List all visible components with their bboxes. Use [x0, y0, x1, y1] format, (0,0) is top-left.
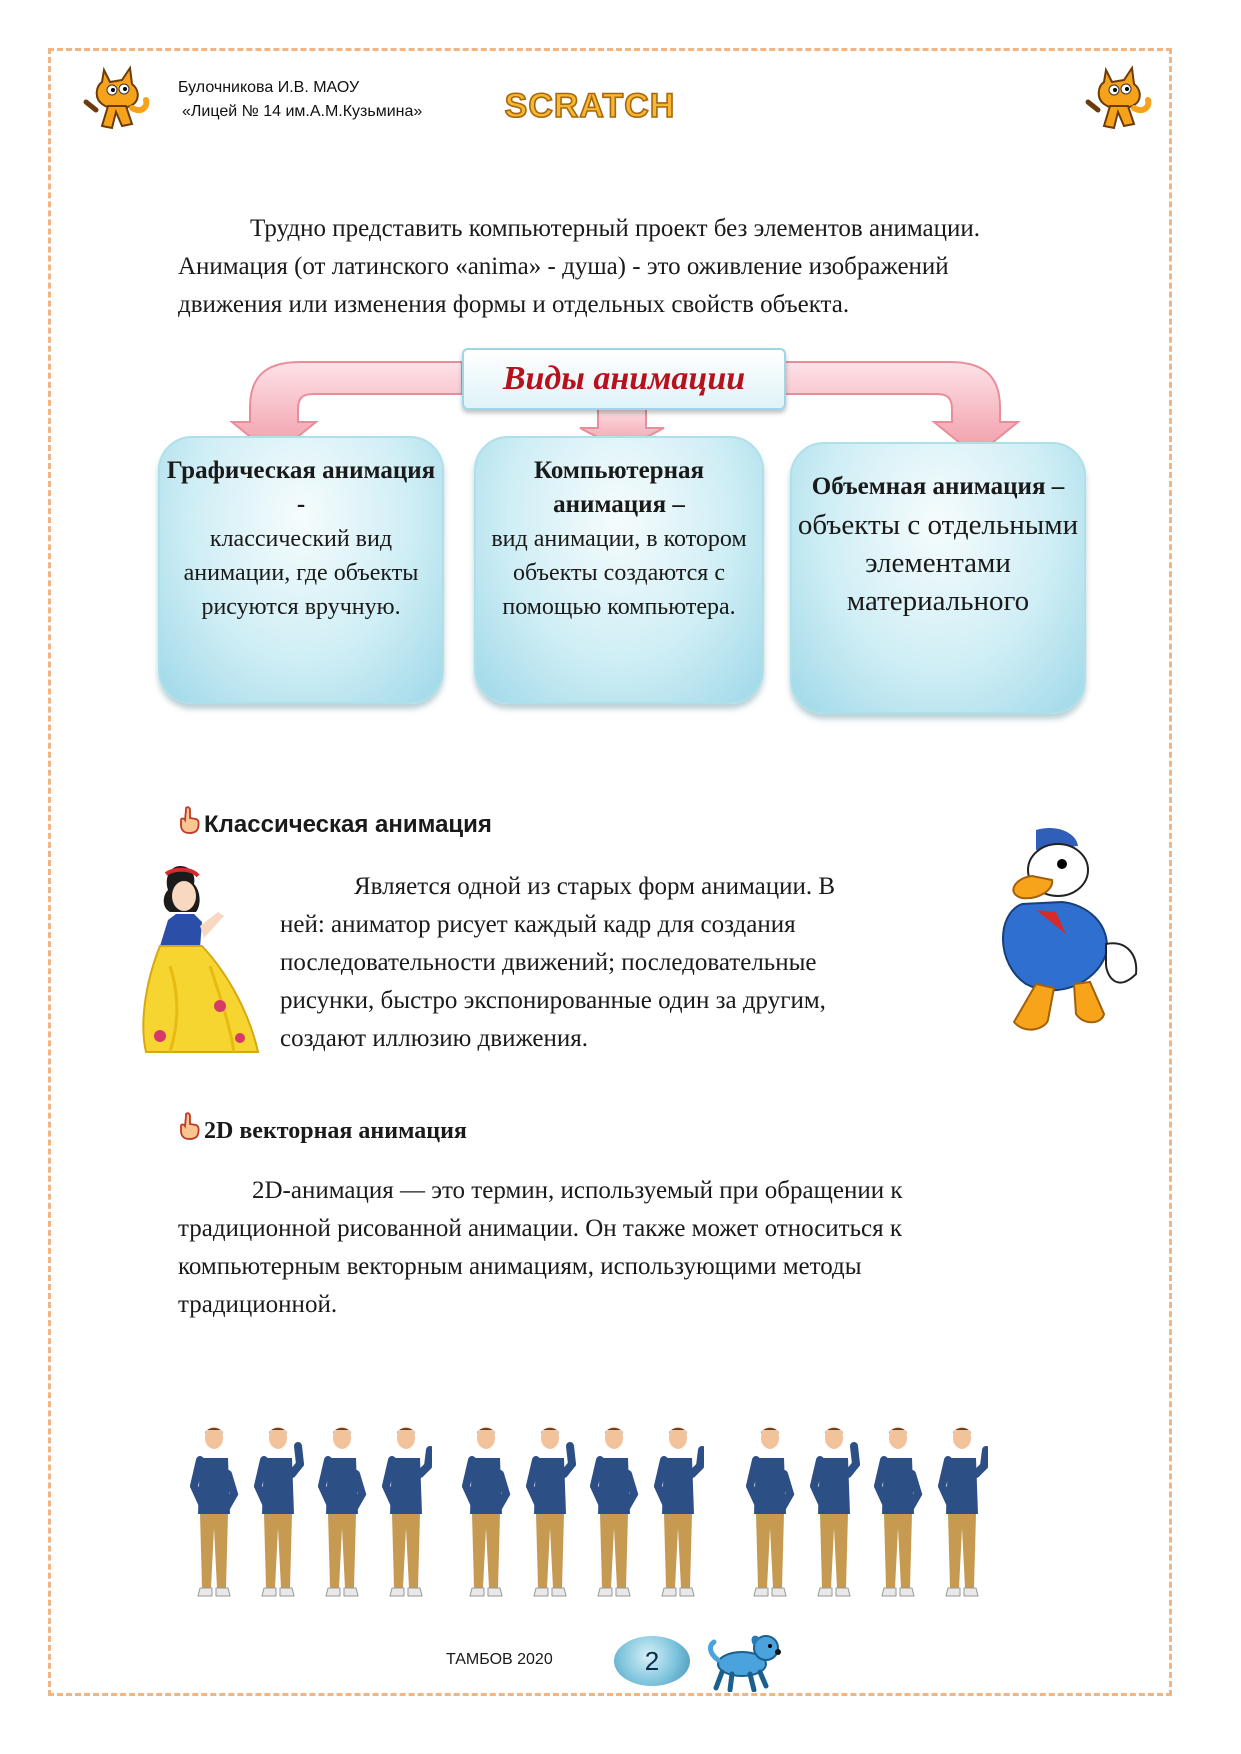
header-author — [178, 76, 422, 124]
pointing-finger-icon — [178, 1112, 200, 1140]
sprite-frame — [654, 1424, 704, 1600]
sprite-frame — [746, 1424, 796, 1600]
intro-line-1: Трудно представить компьютерный проект без элементов анимации. — [250, 215, 980, 242]
pointing-finger-icon — [178, 806, 200, 834]
vector-line-3: компьютерным векторным анимациям, использующими методы — [178, 1253, 862, 1280]
card-computer-animation — [474, 436, 764, 704]
card-1-term: Графическая анимация - — [166, 457, 436, 518]
sprite-frame — [526, 1424, 576, 1600]
vector-line-2: традиционной рисованной анимации. Он также может относиться к — [178, 1215, 902, 1242]
classic-line-2: ней: аниматор рисует каждый кадр для создания — [280, 911, 796, 938]
animation-types-diagram — [150, 348, 1100, 728]
sprite-frame — [318, 1424, 368, 1600]
intro-line-2: Анимация (от латинского «anima» - душа) - это оживление изображений — [178, 253, 949, 280]
author-line-2: «Лицей № 14 им.А.М.Кузьмина» — [182, 103, 423, 120]
intro-paragraph — [178, 210, 1108, 324]
diagram-title: Виды анимации — [462, 348, 786, 410]
classic-heading — [178, 806, 492, 839]
sprite-frame — [874, 1424, 924, 1600]
sprite-frame — [590, 1424, 640, 1600]
sprite-frame — [938, 1424, 988, 1600]
vector-paragraph — [178, 1172, 1078, 1324]
classic-line-1: Является одной из старых форм анимации. В — [354, 873, 836, 900]
sprite-frame — [462, 1424, 512, 1600]
snow-white-illustration — [140, 856, 264, 1056]
page-number: 2 — [614, 1636, 690, 1686]
classic-paragraph — [280, 868, 920, 1058]
card-3-term: Объемная анимация – — [811, 473, 1065, 500]
blue-dog-icon — [704, 1628, 786, 1692]
sprite-frame — [254, 1424, 304, 1600]
sprite-frame — [810, 1424, 860, 1600]
vector-line-1: 2D-анимация — это термин, используемый при обращении к — [252, 1177, 903, 1204]
card-2-desc: вид анимации, в котором объекты создаются с помощью компьютера. — [491, 526, 747, 620]
scratch-logo-text: SCRATCH — [504, 87, 676, 125]
scratch-cat-left-icon — [82, 62, 152, 134]
vector-heading — [178, 1112, 467, 1145]
footer-city-year: ТАМБОВ 2020 — [446, 1651, 553, 1668]
sprite-frame — [190, 1424, 240, 1600]
card-3-desc: объекты с отдельными элементами материального — [797, 509, 1079, 617]
sprite-frame — [382, 1424, 432, 1600]
author-line-1: Булочникова И.В. МАОУ — [178, 79, 360, 96]
classic-heading-text: Классическая анимация — [204, 811, 492, 838]
character-sprite-sequence — [190, 1424, 1110, 1600]
card-volume-animation — [790, 442, 1086, 714]
intro-line-3: движения или изменения формы и отдельных свойств объекта. — [178, 291, 850, 318]
classic-line-4: рисунки, быстро экспонированные один за другим, — [280, 987, 826, 1014]
vector-heading-text: 2D векторная анимация — [204, 1118, 467, 1144]
donald-duck-illustration — [966, 824, 1146, 1044]
scratch-cat-right-icon — [1084, 62, 1154, 134]
card-graphic-animation — [158, 436, 444, 704]
card-1-desc: классический вид анимации, где объекты рисуются вручную. — [183, 526, 419, 620]
classic-line-3: последовательности движений; последовательные — [280, 949, 817, 976]
vector-line-4: традиционной. — [178, 1291, 338, 1318]
card-2-term: Компьютерная анимация – — [533, 457, 705, 518]
classic-line-5: создают иллюзию движения. — [280, 1025, 588, 1052]
scratch-logo — [504, 86, 676, 126]
